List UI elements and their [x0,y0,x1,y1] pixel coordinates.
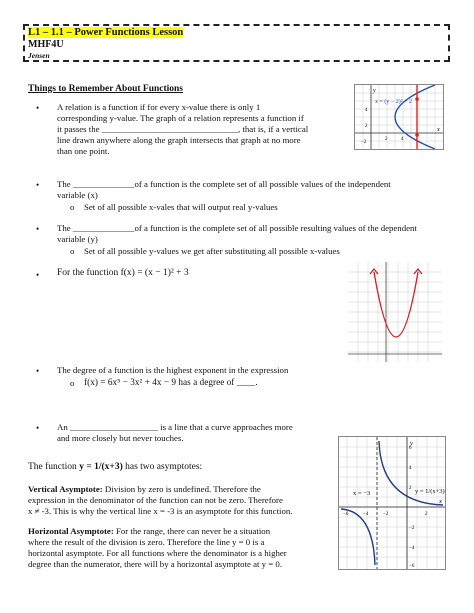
relation-text: A relation is a function if for every x-value there is only 1 corresponding y-value. The graph of a relation represents a function if it passes the _______________________________, that is, if a vertical line drawn anywhere along the graph intersects that graph at no more than one point. [57,102,309,156]
tick-y-label: 4 [409,466,412,471]
tick-y-label: 2 [365,124,368,129]
tick-x-label: −4 [363,512,369,517]
equation-label: x = (y − 2)² + 2 [375,99,412,105]
bullet-dot: • [36,224,40,234]
tick-y-label: 4 [365,108,368,113]
horizontal-asymptote-paragraph: Horizontal Asymptote: For the range, there can never be a situation where the result of the division is zero. Therefore the line y = 0 is a horizontal asymptote. For all functions where the denominator is a higher degree than the numerator, there will by a horizontal asymptote at y = 0. [28,526,287,569]
tick-x-label: 2 [385,137,388,142]
intersection-point [415,97,419,101]
sub-bullet: o [70,378,75,388]
tick-x-label: 4 [401,137,404,142]
vertical-asymptote-paragraph: Vertical Asymptote: Division by zero is undefined. Therefore the expression in the denominator of the function can not be zero. Therefore x ≠ -3. This is why the vertical line x = -3 is an asymptote for this function. [28,484,293,516]
bullet-dot: • [36,423,40,433]
asymptote-label: x = −3 [353,490,371,497]
bullet-dot: • [36,366,40,376]
tick-x-label: −2 [383,512,389,517]
sub-bullet: o [70,202,75,212]
author: Jensen [28,51,50,60]
axis-x-label: x [437,127,440,133]
sub-bullet: o [70,246,75,256]
tick-y-label: 2 [409,486,412,491]
range-sub-text: Set of all possible y-values we get after substituting all possible x-values [84,246,340,256]
tick-y-label: 6 [409,446,412,451]
axis-x-label: x [439,498,442,505]
lesson-title: L1 – 1.1 – Power Functions Lesson [28,27,184,38]
graph-sideways-parabola [354,84,444,150]
degree-text: The degree of a function is the highest exponent in the expression [57,365,289,375]
tick-y-label: −2 [409,526,415,531]
tick-x-label: 2 [425,512,428,517]
function-formula: y = 1/(x+3) [79,462,123,472]
intersection-point [415,133,419,137]
tick-y-label: −6 [409,564,415,569]
domain-sub-text: Set of all possible x-vales that will output real y-values [84,202,278,212]
asymptote-text: An ____________________ is a line that a curve approaches more and more closely but never touches. [57,422,293,443]
section-title: Things to Remember About Functions [28,84,184,94]
function-line: The function y = 1/(x+3) has two asymptotes: [28,462,203,472]
bullet-dot: • [36,270,40,280]
function-example: For the function f(x) = (x − 1)² + 3 [57,268,189,278]
tick-y-label: −4 [409,546,415,551]
axis-y-label: y [373,88,376,94]
range-text: The ______________of a function is the complete set of all possible resulting values of the dependent variable (y) [57,223,417,244]
course-code: MHF4U [28,39,64,50]
domain-text: The ______________of a function is the complete set of all possible values of the independent variable (x) [57,179,391,200]
axis-y-label: y [410,440,413,447]
degree-sub-text: f(x) = 6x⁵ − 3x² + 4x − 9 has a degree of ____. [84,378,258,388]
function-label: y = 1/(x+3) [415,488,445,495]
graph-reciprocal [338,436,446,570]
graph-parabola [348,262,442,362]
tick-y-label: −2 [361,140,367,145]
bullet-dot: • [36,103,40,113]
tick-x-label: −6 [343,512,349,517]
bullet-dot: • [36,180,40,190]
